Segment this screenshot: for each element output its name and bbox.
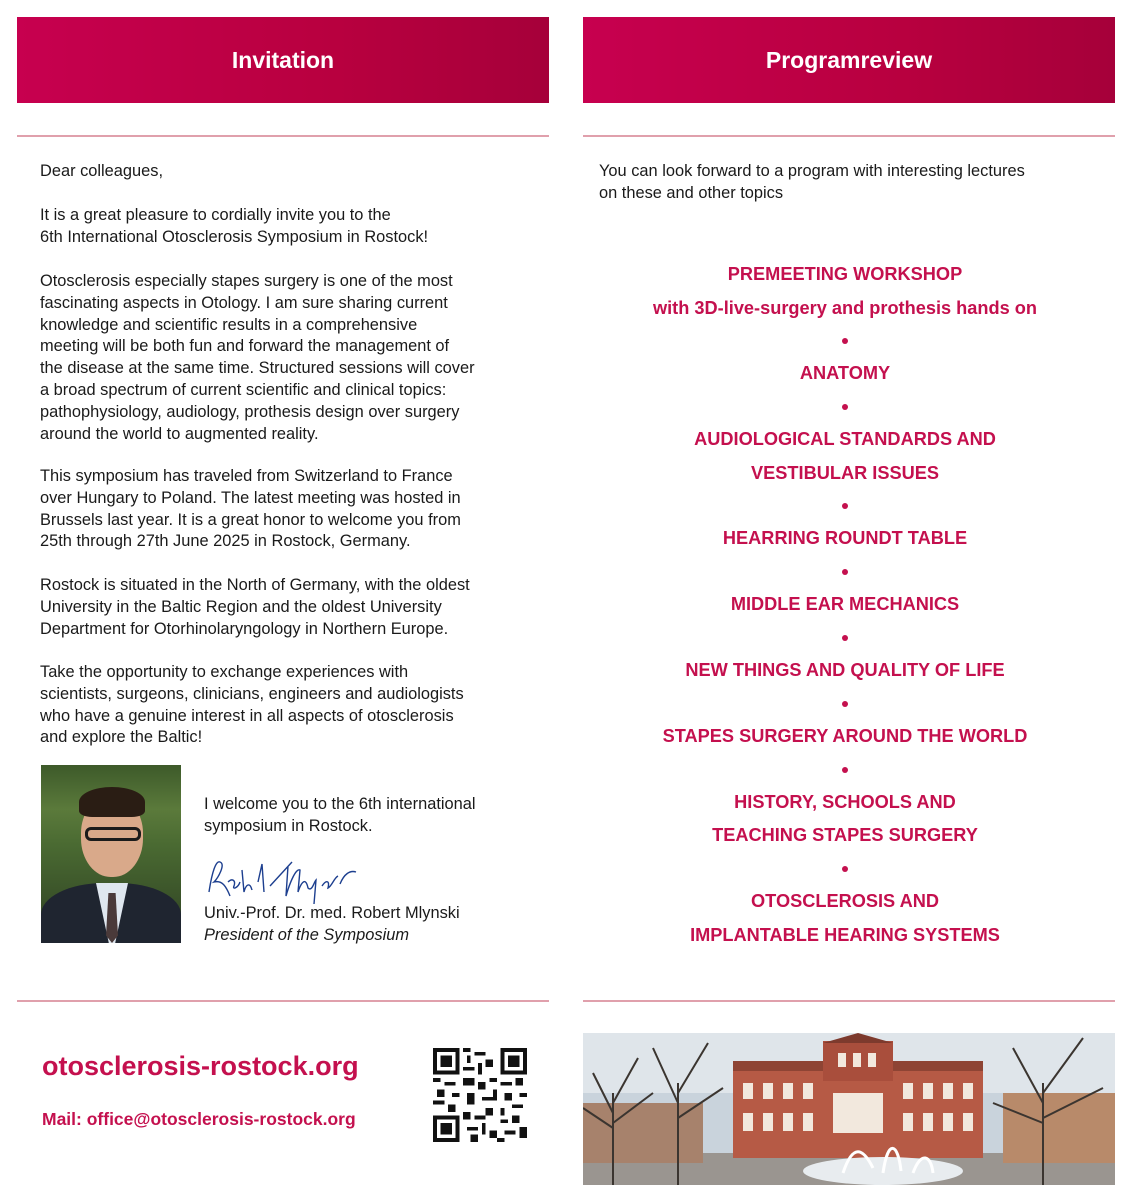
topic-line: ANATOMY — [799, 363, 891, 383]
program-topic — [583, 527, 1107, 549]
invitation-header — [17, 17, 549, 103]
university-building-photo — [583, 1033, 1115, 1185]
topic-line: NEW THINGS AND QUALITY OF LIFE — [685, 660, 1005, 680]
program-topic — [583, 593, 1107, 615]
topic-line: with 3D-live-surgery and prothesis hands on — [652, 298, 1038, 318]
paragraph-line: Rostock is situated in the North of Germany, with the oldest — [40, 576, 470, 594]
topic-line: MIDDLE EAR MECHANICS — [730, 594, 960, 614]
website-link[interactable]: otosclerosis-rostock.org — [42, 1051, 359, 1081]
paragraph-line: around the world to augmented reality. — [40, 424, 319, 443]
divider-top-left — [17, 135, 549, 137]
signature-role: President of the Symposium — [204, 926, 409, 944]
topic-separator-dot — [842, 503, 848, 509]
topic-separator-dot — [842, 635, 848, 641]
program-topic — [583, 263, 1107, 319]
qr-code-icon[interactable] — [433, 1048, 527, 1142]
program-intro-line: You can look forward to a program with interesting lectures — [599, 162, 1025, 180]
divider-bottom-right — [583, 1000, 1115, 1002]
paragraph-line: knowledge and scientific results in a comprehensive — [40, 315, 418, 334]
topic-separator-dot — [842, 767, 848, 773]
paragraph-line: University in the Baltic Region and the oldest University — [40, 597, 442, 616]
paragraph-line: Otosclerosis especially stapes surgery is one of the most — [40, 272, 453, 290]
topic-separator-dot — [842, 404, 848, 410]
topic-line: PREMEETING WORKSHOP — [727, 264, 963, 284]
topic-line: AUDIOLOGICAL STANDARDS AND — [694, 429, 996, 449]
topic-line: OTOSCLEROSIS AND — [751, 891, 939, 911]
program-topic — [583, 428, 1107, 484]
program-topic — [583, 362, 1107, 384]
welcome-line: symposium in Rostock. — [204, 816, 373, 835]
program-topic — [583, 791, 1107, 846]
topic-line: HISTORY, SCHOOLS AND — [734, 792, 956, 812]
topic-line: HEARRING ROUNDT TABLE — [722, 528, 968, 548]
paragraph-line: and explore the Baltic! — [40, 728, 203, 747]
divider-top-right — [583, 135, 1115, 137]
welcome-line: I welcome you to the 6th international — [204, 795, 476, 813]
paragraph-line: who have a genuine interest in all aspects of otosclerosis — [40, 706, 454, 725]
salutation-text: Dear colleagues, — [40, 162, 164, 180]
paragraph-line: Brussels last year. It is a great honor to welcome you from — [40, 510, 461, 529]
paragraph-line: Department for Otorhinolaryngology in Northern Europe. — [40, 619, 449, 638]
divider-bottom-left — [17, 1000, 549, 1002]
welcome-note — [204, 794, 476, 838]
topic-line: TEACHING STAPES SURGERY — [712, 825, 978, 845]
program-header-title: Programreview — [765, 46, 933, 73]
topic-line: IMPLANTABLE HEARING SYSTEMS — [690, 925, 1000, 945]
portrait-glasses — [85, 827, 141, 841]
invitation-paragraph-5 — [40, 662, 535, 749]
invitation-paragraph-4 — [40, 575, 535, 640]
topic-line: STAPES SURGERY AROUND THE WORLD — [662, 726, 1028, 746]
president-portrait — [41, 765, 181, 943]
paragraph-line: 6th International Otosclerosis Symposium in Rostock! — [40, 227, 429, 246]
program-intro-line: on these and other topics — [599, 183, 784, 202]
topic-separator-dot — [842, 866, 848, 872]
topic-separator-dot — [842, 569, 848, 575]
paragraph-line: fascinating aspects in Otology. I am sure sharing current — [40, 293, 448, 312]
portrait-hair — [79, 787, 145, 817]
signature-name: Univ.-Prof. Dr. med. Robert Mlynski — [204, 904, 460, 922]
program-intro — [599, 161, 1099, 205]
topic-separator-dot — [842, 338, 848, 344]
paragraph-line: This symposium has traveled from Switzerland to France — [40, 467, 453, 485]
paragraph-line: meeting will be both fun and forward the management of — [40, 337, 450, 356]
topic-line: VESTIBULAR ISSUES — [751, 463, 939, 483]
paragraph-line: the disease at the same time. Structured sessions will cover — [40, 359, 475, 378]
program-topic — [583, 659, 1107, 681]
paragraph-line: It is a great pleasure to cordially invite you to the — [40, 206, 391, 224]
paragraph-line: pathophysiology, audiology, prothesis design over surgery — [40, 402, 460, 421]
program-topic — [583, 725, 1107, 747]
salutation — [40, 161, 535, 183]
paragraph-line: 25th through 27th June 2025 in Rostock, Germany. — [40, 532, 411, 551]
paragraph-line: Take the opportunity to exchange experiences with — [40, 663, 409, 681]
topic-separator-dot — [842, 701, 848, 707]
invitation-paragraph-1 — [40, 205, 535, 249]
paragraph-line: a broad spectrum of current scientific and clinical topics: — [40, 380, 447, 399]
paragraph-line: over Hungary to Poland. The latest meeting was hosted in — [40, 488, 461, 507]
mail-link[interactable]: Mail: office@otosclerosis-rostock.org — [42, 1109, 356, 1129]
program-header — [583, 17, 1115, 103]
invitation-header-title: Invitation — [231, 46, 335, 73]
invitation-paragraph-2 — [40, 271, 535, 445]
program-topic — [583, 890, 1107, 946]
invitation-paragraph-3 — [40, 466, 535, 553]
paragraph-line: scientists, surgeons, clinicians, engineers and audiologists — [40, 684, 464, 703]
